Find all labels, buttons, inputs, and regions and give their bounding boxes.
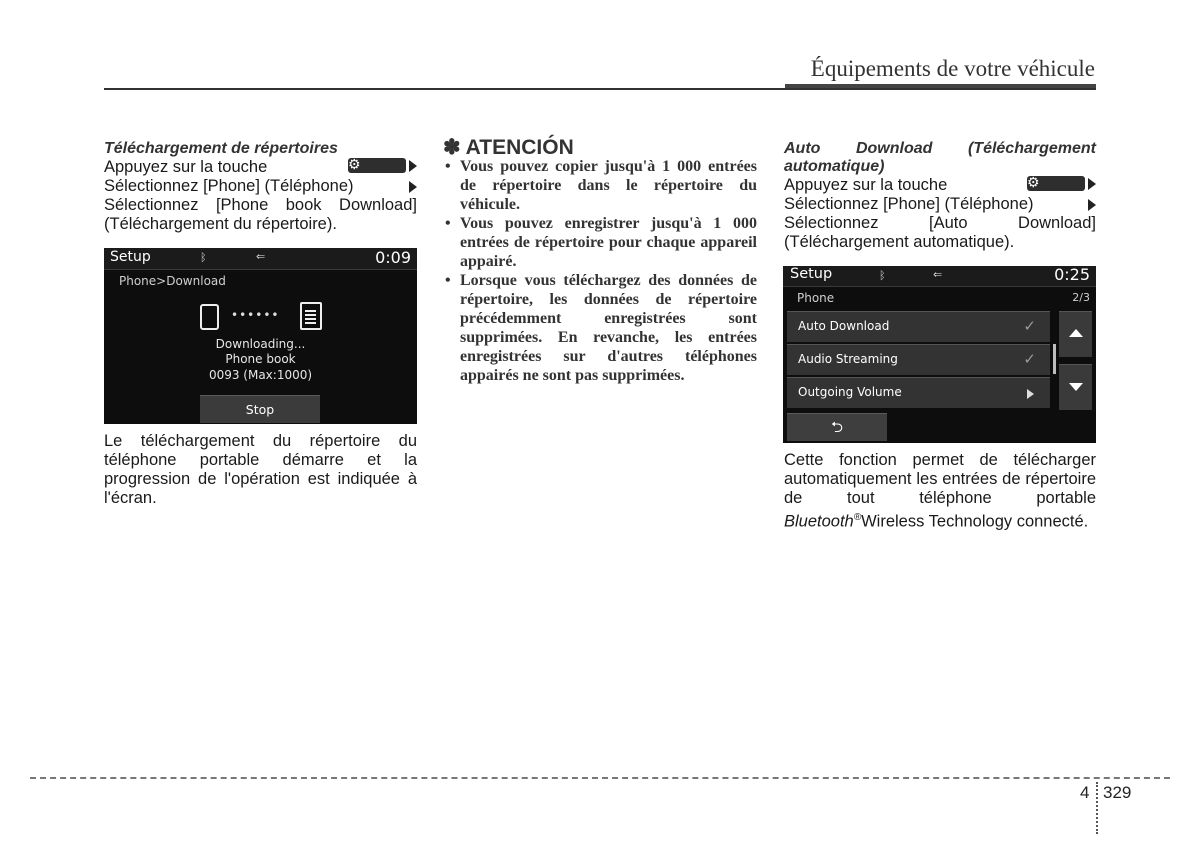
instruction-text: Sélectionnez [Phone] (Téléphone)	[104, 177, 354, 195]
attention-title: ✽ ATENCIÓN	[443, 136, 574, 159]
breadcrumb: Phone>Download	[119, 274, 226, 288]
left-caption-block	[104, 432, 417, 508]
chevron-right-icon	[1027, 389, 1034, 399]
arrow-right-icon	[409, 181, 417, 193]
menu-item-label: Outgoing Volume	[798, 385, 902, 399]
screen-status-bar	[104, 248, 417, 270]
bluetooth-icon: ᛒ	[200, 251, 207, 264]
attention-list	[443, 157, 757, 385]
page-indicator: 2/3	[1072, 291, 1090, 304]
usb-icon: ⇐	[256, 250, 266, 263]
footer-divider	[1096, 782, 1098, 834]
instruction-text: Sélectionnez [Auto Download] (Téléchargement automatique).	[784, 214, 1096, 251]
menu-item-label: Audio Streaming	[798, 352, 898, 366]
screen-clock: 0:09	[375, 248, 411, 267]
scroll-down-button[interactable]	[1059, 364, 1092, 410]
menu-item-label: Auto Download	[798, 319, 890, 333]
section-heading: Téléchargement de répertoires	[104, 140, 338, 157]
setup-key-group	[330, 158, 417, 177]
instruction-line	[784, 195, 1096, 214]
instruction-line	[104, 158, 417, 177]
setup-key-icon	[1027, 176, 1085, 191]
arrow-right-icon	[1088, 199, 1096, 211]
scroll-up-button[interactable]	[1059, 311, 1092, 357]
usb-icon: ⇐	[933, 268, 943, 281]
screen-caption	[784, 451, 1096, 532]
document-icon	[300, 302, 322, 330]
screen-status-bar	[783, 266, 1096, 287]
screen-subtitle: Phone	[797, 291, 835, 305]
download-type: Phone book	[225, 352, 296, 366]
menu-item-outgoing-volume[interactable]	[787, 377, 1050, 408]
right-column	[784, 140, 1096, 252]
registered-mark: ®	[853, 512, 862, 523]
progress-dots: ••••••	[231, 308, 280, 322]
left-column	[104, 140, 417, 234]
download-count: 0093 (Max:1000)	[208, 368, 313, 382]
phone-settings-screen	[783, 266, 1096, 443]
attention-box	[443, 138, 757, 385]
setup-key-icon	[348, 158, 406, 173]
gear-icon: ⚙	[348, 156, 361, 172]
attention-item: • Lorsque vous téléchargez des données de répertoire, les données de répertoire précédemment enregistrées sont supprimées. En revanche, les entrées enregistrées sur d'autres téléphones appairés ne sont pas supprimées.	[443, 271, 757, 385]
download-screen	[104, 248, 417, 424]
back-button[interactable]	[787, 413, 887, 441]
screen-caption: Le téléchargement du répertoire du téléphone portable démarre et la progression de l'opération est indiquée à l'écran.	[104, 432, 417, 507]
menu-item-auto-download[interactable]	[787, 311, 1050, 342]
instruction-text: Appuyez sur la touche	[784, 176, 948, 194]
caption-text: Cette fonction permet de télécharger automatiquement les entrées de répertoire de tout téléphone portable	[784, 451, 1096, 507]
screen-title: Setup	[790, 266, 833, 282]
arrow-right-icon	[1088, 178, 1096, 190]
stop-button[interactable]: Stop	[200, 395, 320, 423]
instruction-line	[104, 177, 417, 196]
phone-icon	[200, 304, 219, 330]
header-rule	[104, 88, 1096, 90]
setup-key-group	[1009, 176, 1096, 195]
menu-item-audio-streaming[interactable]	[787, 344, 1050, 375]
chapter-number: 4	[1080, 783, 1090, 802]
right-caption-block	[784, 451, 1096, 532]
section-heading: Auto Download (Téléchargement automatique)	[784, 140, 1096, 175]
screen-clock: 0:25	[1054, 266, 1090, 284]
instruction-text: Sélectionnez [Phone] (Téléphone)	[784, 195, 1034, 213]
attention-item: • Vous pouvez enregistrer jusqu'à 1 000 entrées de répertoire pour chaque appareil appairé.	[443, 214, 757, 271]
scrollbar[interactable]	[1053, 344, 1056, 374]
instruction-text: Appuyez sur la touche	[104, 158, 268, 176]
bluetooth-icon: ᛒ	[879, 269, 886, 282]
bluetooth-brand: Bluetooth	[784, 512, 854, 531]
screen-title: Setup	[110, 249, 151, 265]
footer-rule	[30, 777, 1170, 779]
page-header-title: Équipements de votre véhicule	[810, 56, 1095, 81]
download-status: Downloading...	[215, 337, 306, 351]
checkmark-icon: ✓	[1023, 317, 1036, 335]
back-arrow-icon: ⮌	[830, 418, 843, 436]
page-number: 329	[1103, 783, 1132, 802]
instruction-text: Sélectionnez [Phone book Download] (Téléchargement du répertoire).	[104, 196, 417, 233]
checkmark-icon: ✓	[1023, 350, 1036, 368]
gear-icon: ⚙	[1027, 174, 1040, 190]
caption-text: Wireless Technology connecté.	[861, 512, 1089, 531]
arrow-right-icon	[409, 160, 417, 172]
instruction-line	[784, 176, 1096, 195]
attention-item: • Vous pouvez copier jusqu'à 1 000 entrées de répertoire dans le répertoire du véhicule.	[443, 157, 757, 214]
